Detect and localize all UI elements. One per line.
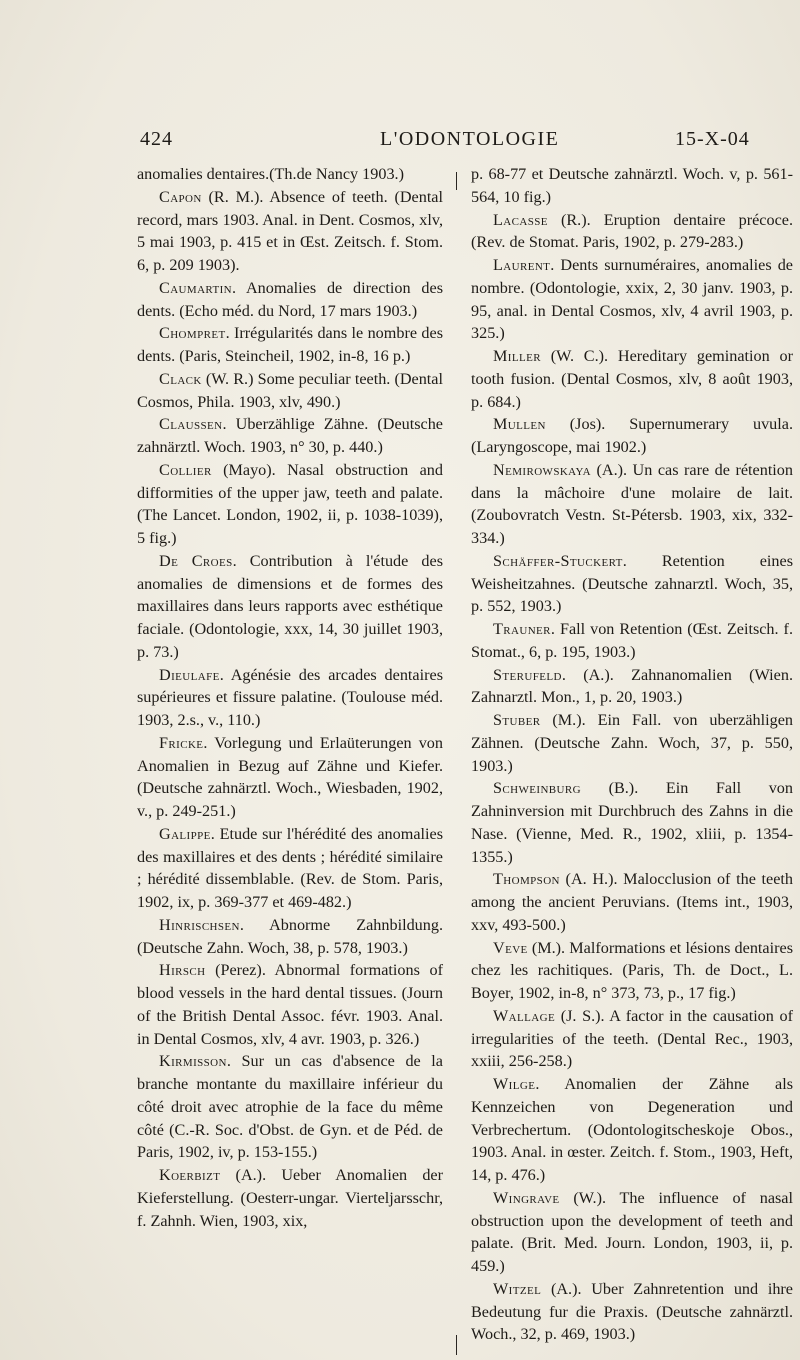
journal-title: L'ODONTOLOGIE (380, 128, 560, 150)
entry-text: . Sur un cas d'absence de la branche montante du maxillaire inférieur du côté droit avec atrophie de la face du même côté (C.-R. Soc. d'Obst. de Gyn. et de Péd. de Paris, 1902, iv, p. 153-155.) (137, 1052, 443, 1162)
bibliography-entry (137, 277, 443, 323)
bibliography-entry (471, 209, 793, 255)
entry-text: . Abnorme Zahnbildung. (Deutsche Zahn. Woch, 38, p. 578, 1903.) (137, 915, 443, 957)
entry-text: (A.). Un cas rare de rétention dans la mâchoire d'une molaire de lait. (Zoubovratch Vestn. St-Pétersb. 1903, xix, 332-334.) (471, 460, 793, 547)
entry-text: (R.). Eruption dentaire précoce. (Rev. de Stomat. Paris, 1902, p. 279-283.) (471, 210, 793, 252)
bibliography-entry (137, 186, 443, 277)
entry-text: . Vorlegung und Erlaüterungen von Anomalien in Bezug auf Zähne und Kiefer. (Deutsche zahnärztl. Woch., Wiesbaden, 1902, v., p. 249-251.) (137, 733, 443, 820)
entry-author: Mullen (493, 415, 546, 434)
bibliography-entry (137, 1050, 443, 1164)
entry-author: Koerbizt (159, 1166, 221, 1184)
entry-author: Capon (159, 187, 202, 206)
bibliography-entry (137, 732, 443, 823)
bibliography-entry (471, 459, 793, 550)
entry-author: Hirsch (159, 961, 206, 980)
entry-text: (Jos). Supernumerary uvula. (Laryngoscope, mai 1902.) (471, 415, 793, 456)
entry-author: De Croes (159, 551, 233, 570)
entry-text: (W. R.) Some peculiar teeth. (Dental Cosmos, Phila. 1903, xlv, 490.) (137, 369, 443, 411)
left-column (137, 163, 443, 1232)
entry-author: Caumartin (159, 278, 233, 297)
bibliography-entry (137, 163, 443, 186)
entry-text: (Perez). Abnormal formations of blood vessels in the hard dental tissues. (Journ of the British Dental Assoc. févr. 1903. Anal. in Dental Cosmos, xlv, 4 avr. 1903, p. 326.) (137, 961, 443, 1048)
entry-author: Chompret (159, 324, 226, 343)
entry-author: Hinrischsen (159, 915, 240, 934)
bibliography-entry (471, 413, 793, 459)
bibliography-entry (137, 823, 443, 914)
bibliography-entry (471, 550, 793, 618)
page-number: 424 (140, 128, 173, 150)
entry-author: Lacasse (493, 210, 548, 229)
entry-text: (A.). Uber Zahnretention und ihre Bedeutung fur die Praxis. (Deutsche zahnärztl. Woch., 32, p. 469, 1903.) (471, 1279, 793, 1344)
bibliography-entry (471, 345, 793, 413)
entry-author: Wilge (493, 1075, 536, 1093)
entry-author: Schäffer-Stuckert (493, 551, 623, 570)
bibliography-entry (471, 1005, 793, 1073)
entry-text: . Agénésie des arcades dentaires supérieures et fissure palatine. (Toulouse méd. 1903, 2.s., v., 110.) (137, 665, 443, 729)
entry-text: . Irrégularités dans le nombre des dents. (Paris, Steincheil, 1902, in-8, 16 p.) (137, 324, 443, 365)
running-header (140, 128, 800, 156)
bibliography-entry (471, 618, 793, 664)
entry-text: (B.). Ein Fall von Zahninversion mit Durchbruch des Zahns in die Nase. (Vienne, Med. R., 1902, xliii, p. 1354-1355.) (471, 779, 793, 866)
entry-author: Wallage (493, 1006, 556, 1025)
entry-text: (A.). Ueber Anomalien der Kieferstellung. (Oesterr-ungar. Vierteljarsschr, f. Zahnh. Wien, 1903, xix, (137, 1166, 443, 1230)
entry-text: anomalies dentaires.(Th.de Nancy 1903.) (137, 165, 404, 183)
bibliography-entry (137, 664, 443, 732)
entry-author: Kirmisson (159, 1052, 227, 1071)
entry-author: Witzel (493, 1279, 542, 1298)
entry-author: Fricke (159, 733, 204, 752)
bibliography-entry (137, 550, 443, 664)
entry-author: Dieulafe (159, 665, 220, 684)
entry-text: p. 68-77 et Deutsche zahnärztl. Woch. v, p. 561-564, 10 fig.) (471, 165, 793, 206)
bibliography-entry (471, 777, 793, 868)
bibliography-entry (471, 254, 793, 345)
entry-text: (A. H.). Malocclusion of the teeth among the ancient Peruvians. (Items int., 1903, xxv, 493-500.) (471, 870, 793, 934)
entry-author: Clack (159, 369, 202, 388)
entry-text: (R. M.). Absence of teeth. (Dental record, mars 1903. Anal. in Dent. Cosmos, xlv, 5 mai 1903, p. 415 et in Œst. Zeitsch. f. Stom. 6, p. 209 1903). (137, 187, 443, 274)
bibliography-entry (137, 368, 443, 414)
entry-text: . Etude sur l'hérédité des anomalies des maxillaires et des dents ; hérédité similaire ; hérédité dissemblable. (Rev. de Stom. Paris, 1902, ix, p. 369-377 et 469-482.) (137, 824, 443, 911)
entry-author: Claussen (159, 415, 223, 434)
entry-text: (M.). Malformations et lésions dentaires chez les rachitiques. (Paris, Th. de Doct., L. Boyer, 1902, in-8, n° 373, 73, p., 17 fig.) (471, 938, 793, 1002)
bibliography-entry (471, 1278, 793, 1346)
entry-author: Stuber (493, 711, 541, 729)
issue-date: 15-X-04 (675, 128, 750, 150)
entry-text: . Fall von Retention (Œst. Zeitsch. f. Stomat., 6, p. 195, 1903.) (471, 620, 793, 661)
entry-author: Schweinburg (493, 779, 581, 798)
bibliography-entry (471, 868, 793, 936)
entry-text: . Retention eines Weisheitzahnes. (Deutsche zahnarztl. Woch, 35, p. 552, 1903.) (471, 551, 793, 616)
bibliography-entry (137, 413, 443, 459)
entry-author: Miller (493, 347, 541, 365)
entry-author: Galippe (159, 824, 211, 843)
entry-text: . Contribution à l'étude des anomalies de dimensions et de formes des maxillaires dans leurs rapports avec esthétique faciale. (Odontologie, xxx, 14, 30 juillet 1903, p. 73.) (137, 551, 443, 661)
entry-text: . Uberzählige Zähne. (Deutsche zahnärztl. Woch. 1903, n° 30, p. 440.) (137, 415, 443, 456)
bibliography-entry (471, 1187, 793, 1278)
bibliography-entry (137, 959, 443, 1050)
bibliography-entry (471, 664, 793, 710)
entry-author: Nemirowskaya (493, 460, 591, 479)
bibliography-entry (471, 163, 793, 209)
entry-text: (W. C.). Hereditary gemination or tooth fusion. (Dental Cosmos, xlv, 8 août 1903, p. 684.) (471, 347, 793, 411)
column-divider-top (456, 172, 457, 190)
entry-author: Trauner (493, 620, 551, 638)
entry-text: (Mayo). Nasal obstruction and difformities of the upper jaw, teeth and palate. (The Lancet. London, 1902, ii, p. 1038-1039), 5 fig.) (137, 460, 443, 547)
entry-author: Thompson (493, 870, 560, 889)
bibliography-entry (137, 459, 443, 550)
entry-text: . Anomalien der Zähne als Kennzeichen von Degeneration und Verbrechertum. (Odontologitscheskoje Obos., 1903. Anal. in œster. Zeitch. f. Stom., 1903, Heft, 14, p. 476.) (471, 1075, 793, 1184)
bibliography-entry (137, 914, 443, 960)
entry-text: (J. S.). A factor in the causation of irregularities of the teeth. (Dental Rec., 1903, xxiii, 256-258.) (471, 1006, 793, 1071)
bibliography-entry (471, 709, 793, 777)
bibliography-entry (137, 1164, 443, 1232)
entry-text: (W.). The influence of nasal obstruction upon the development of teeth and palate. (Brit. Med. Journ. London, 1903, ii, p. 459.) (471, 1188, 793, 1275)
entry-author: Veve (493, 938, 528, 957)
entry-text: . Dents surnuméraires, anomalies de nombre. (Odontologie, xxix, 2, 30 janv. 1903, p. 95, anal. in Dental Cosmos, xlv, 4 avril 1903, p. 325.) (471, 256, 793, 343)
entry-author: Laurent (493, 256, 551, 274)
entry-author: Collier (159, 460, 212, 479)
entry-text: . (A.). Zahnanomalien (Wien. Zahnarztl. Mon., 1, p. 20, 1903.) (471, 665, 793, 707)
entry-text: . Anomalies de direction des dents. (Echo méd. du Nord, 17 mars 1903.) (137, 278, 443, 320)
column-divider-bottom (456, 1335, 457, 1355)
bibliography-entry (471, 937, 793, 1005)
bibliography-entry (471, 1073, 793, 1187)
entry-author: Sterufeld (493, 665, 562, 684)
entry-text: (M.). Ein Fall. von uberzähligen Zähnen. (Deutsche Zahn. Woch, 37, p. 550, 1903.) (471, 711, 793, 775)
bibliography-entry (137, 322, 443, 368)
right-column (471, 163, 793, 1346)
entry-author: Wingrave (493, 1188, 560, 1207)
